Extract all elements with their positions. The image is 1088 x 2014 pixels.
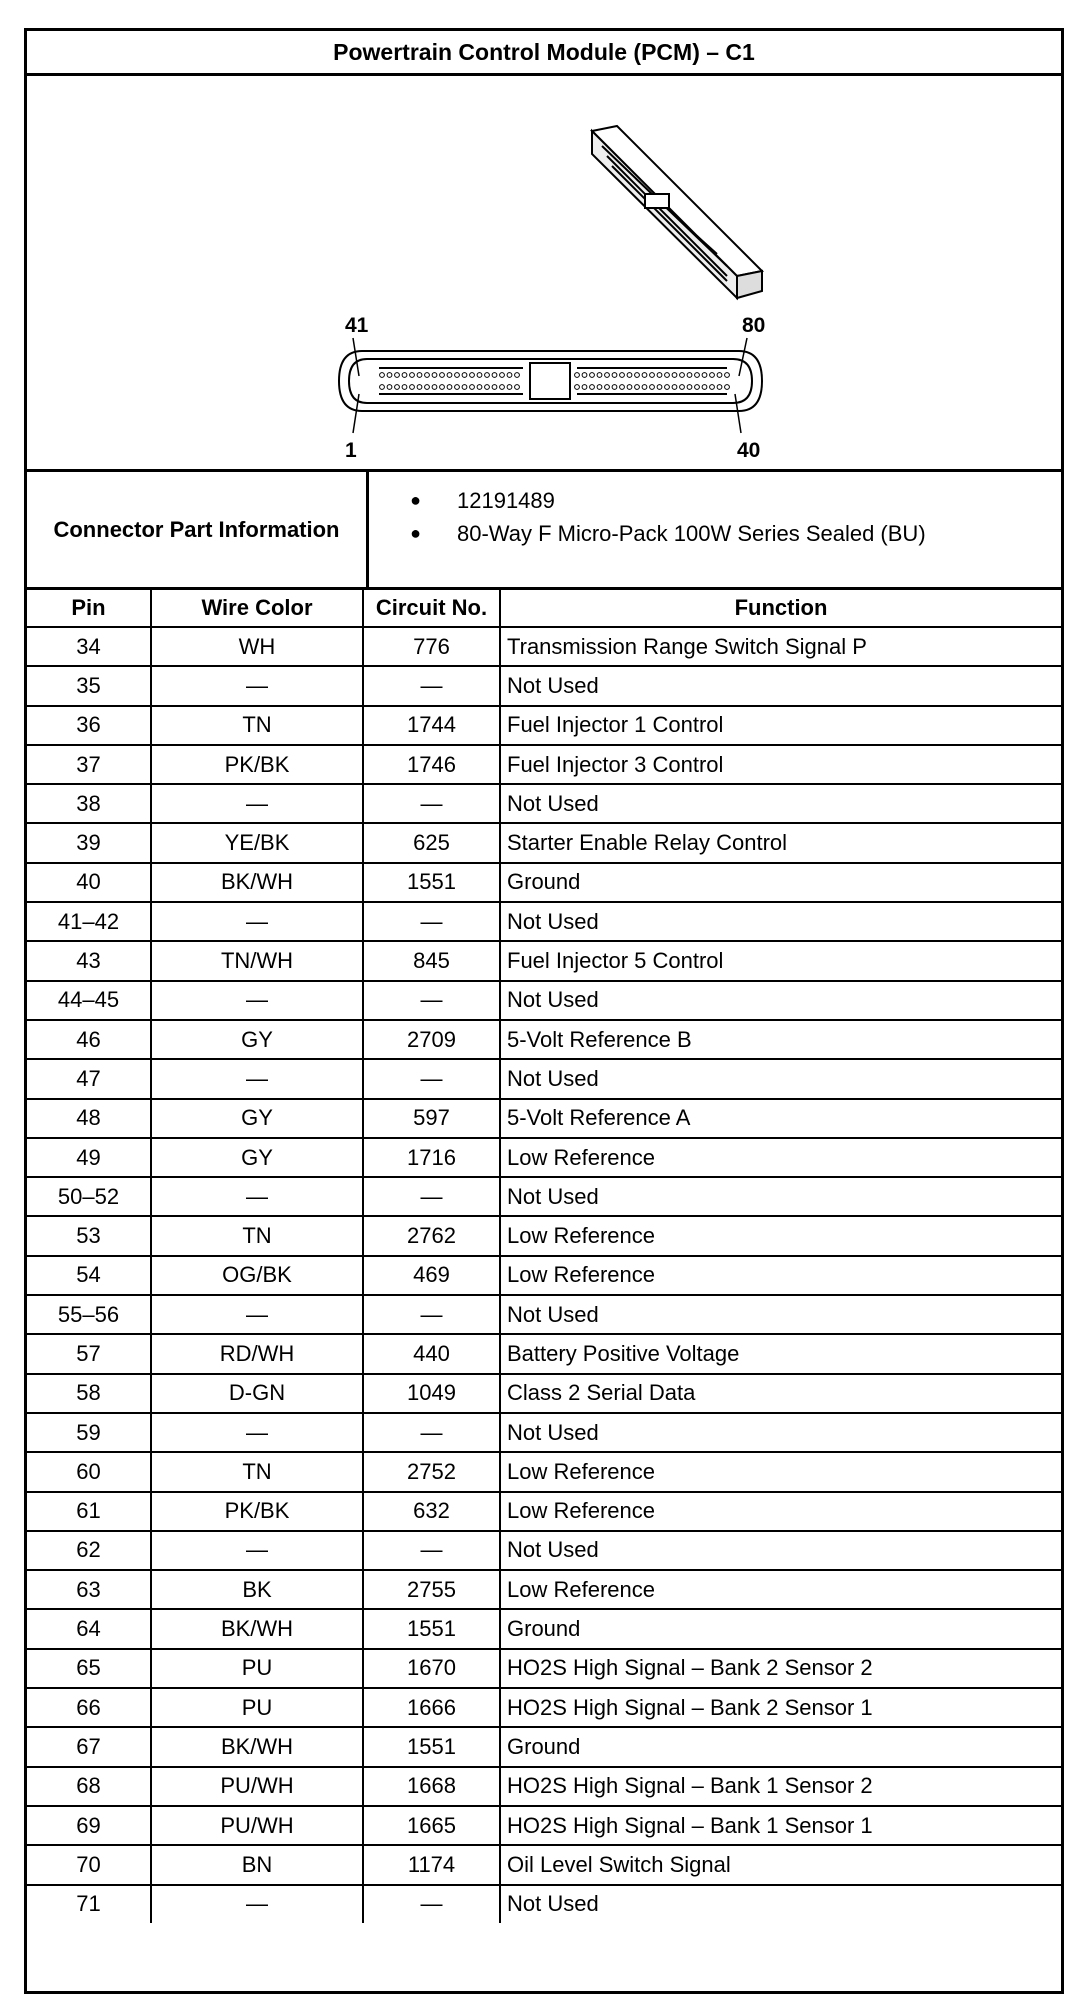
table-row — [27, 823, 1061, 862]
function-cell: Low Reference — [500, 1492, 1061, 1531]
pin-cell: 41–42 — [27, 902, 151, 941]
circuit-cell: 1551 — [363, 1727, 500, 1766]
function-cell: Fuel Injector 3 Control — [500, 745, 1061, 784]
pin-cell: 65 — [27, 1649, 151, 1688]
circuit-cell: 469 — [363, 1256, 500, 1295]
pin-cell: 37 — [27, 745, 151, 784]
table-row — [27, 1138, 1061, 1177]
function-cell: 5-Volt Reference B — [500, 1020, 1061, 1059]
col-header-function: Function — [500, 590, 1061, 627]
function-cell: Not Used — [500, 1295, 1061, 1334]
table-row — [27, 941, 1061, 980]
circuit-cell: 597 — [363, 1099, 500, 1138]
pin-label-40: 40 — [737, 439, 761, 462]
pin-cell: 44–45 — [27, 981, 151, 1020]
circuit-cell: 1666 — [363, 1688, 500, 1727]
pin-cell: 40 — [27, 863, 151, 902]
wire-color-cell: — — [151, 784, 363, 823]
pin-cell: 47 — [27, 1059, 151, 1098]
circuit-cell: 776 — [363, 627, 500, 666]
pin-cell: 59 — [27, 1413, 151, 1452]
function-cell: Low Reference — [500, 1452, 1061, 1491]
connector-sheet — [24, 28, 1064, 1994]
pin-cell: 60 — [27, 1452, 151, 1491]
col-header-wire-color: Wire Color — [151, 590, 363, 627]
connector-info-label: Connector Part Information — [27, 472, 369, 587]
table-row — [27, 863, 1061, 902]
table-row — [27, 1334, 1061, 1373]
table-row — [27, 666, 1061, 705]
wire-color-cell: TN — [151, 706, 363, 745]
function-cell: HO2S High Signal – Bank 1 Sensor 1 — [500, 1806, 1061, 1845]
circuit-cell: 1551 — [363, 1609, 500, 1648]
circuit-cell: — — [363, 784, 500, 823]
function-cell: Ground — [500, 863, 1061, 902]
table-row — [27, 706, 1061, 745]
wire-color-cell: PU/WH — [151, 1806, 363, 1845]
col-header-pin: Pin — [27, 590, 151, 627]
table-row — [27, 1531, 1061, 1570]
wire-color-cell: BK — [151, 1570, 363, 1609]
function-cell: Battery Positive Voltage — [500, 1334, 1061, 1373]
table-row — [27, 745, 1061, 784]
table-row — [27, 902, 1061, 941]
table-row — [27, 1295, 1061, 1334]
pin-cell: 54 — [27, 1256, 151, 1295]
connector-description: 80-Way F Micro-Pack 100W Series Sealed (BU) — [457, 520, 926, 546]
function-cell: Fuel Injector 1 Control — [500, 706, 1061, 745]
circuit-cell: 1551 — [363, 863, 500, 902]
wire-color-cell: GY — [151, 1020, 363, 1059]
bullet-icon: ● — [410, 490, 421, 510]
wire-color-cell: BK/WH — [151, 1727, 363, 1766]
function-cell: Transmission Range Switch Signal P — [500, 627, 1061, 666]
pin-cell: 71 — [27, 1885, 151, 1923]
wire-color-cell: BN — [151, 1845, 363, 1884]
table-row — [27, 1688, 1061, 1727]
circuit-cell: 2709 — [363, 1020, 500, 1059]
wire-color-cell: WH — [151, 627, 363, 666]
function-cell: 5-Volt Reference A — [500, 1099, 1061, 1138]
function-cell: Not Used — [500, 1885, 1061, 1923]
wire-color-cell: GY — [151, 1099, 363, 1138]
pin-cell: 35 — [27, 666, 151, 705]
function-cell: HO2S High Signal – Bank 1 Sensor 2 — [500, 1767, 1061, 1806]
wire-color-cell: TN — [151, 1452, 363, 1491]
wire-color-cell: YE/BK — [151, 823, 363, 862]
pin-cell: 58 — [27, 1374, 151, 1413]
function-cell: Low Reference — [500, 1216, 1061, 1255]
wire-color-cell: — — [151, 1177, 363, 1216]
wire-color-cell: PK/BK — [151, 745, 363, 784]
table-row — [27, 1256, 1061, 1295]
pin-cell: 53 — [27, 1216, 151, 1255]
wire-color-cell: BK/WH — [151, 863, 363, 902]
circuit-cell: 845 — [363, 941, 500, 980]
wire-color-cell: — — [151, 1059, 363, 1098]
pin-cell: 49 — [27, 1138, 151, 1177]
page-title: Powertrain Control Module (PCM) – C1 — [27, 31, 1061, 76]
function-cell: Low Reference — [500, 1570, 1061, 1609]
wire-color-cell: — — [151, 1413, 363, 1452]
table-row — [27, 1649, 1061, 1688]
function-cell: Low Reference — [500, 1138, 1061, 1177]
pin-cell: 66 — [27, 1688, 151, 1727]
circuit-cell: 1049 — [363, 1374, 500, 1413]
function-cell: Oil Level Switch Signal — [500, 1845, 1061, 1884]
circuit-cell: 625 — [363, 823, 500, 862]
pin-cell: 63 — [27, 1570, 151, 1609]
pin-cell: 61 — [27, 1492, 151, 1531]
function-cell: Not Used — [500, 902, 1061, 941]
circuit-cell: 1716 — [363, 1138, 500, 1177]
pin-cell: 50–52 — [27, 1177, 151, 1216]
table-row — [27, 1020, 1061, 1059]
wire-color-cell: D-GN — [151, 1374, 363, 1413]
wire-color-cell: TN — [151, 1216, 363, 1255]
table-row — [27, 1806, 1061, 1845]
table-row — [27, 1570, 1061, 1609]
table-row — [27, 981, 1061, 1020]
circuit-cell: — — [363, 1413, 500, 1452]
table-row — [27, 627, 1061, 666]
function-cell: Not Used — [500, 1177, 1061, 1216]
pin-cell: 69 — [27, 1806, 151, 1845]
function-cell: Ground — [500, 1727, 1061, 1766]
circuit-cell: 1668 — [363, 1767, 500, 1806]
wire-color-cell: PU — [151, 1688, 363, 1727]
wire-color-cell: — — [151, 902, 363, 941]
function-cell: Not Used — [500, 1413, 1061, 1452]
circuit-cell: — — [363, 1295, 500, 1334]
circuit-cell: — — [363, 1177, 500, 1216]
circuit-cell: 2755 — [363, 1570, 500, 1609]
part-number: 12191489 — [457, 487, 555, 513]
pin-cell: 34 — [27, 627, 151, 666]
wire-color-cell: — — [151, 1295, 363, 1334]
circuit-cell: 2762 — [363, 1216, 500, 1255]
function-cell: Starter Enable Relay Control — [500, 823, 1061, 862]
pin-label-1: 1 — [345, 439, 357, 462]
pin-cell: 38 — [27, 784, 151, 823]
table-row — [27, 1885, 1061, 1923]
pin-label-80: 80 — [742, 314, 766, 337]
circuit-cell: 1744 — [363, 706, 500, 745]
table-row — [27, 1727, 1061, 1766]
pin-cell: 67 — [27, 1727, 151, 1766]
function-cell: Not Used — [500, 1059, 1061, 1098]
pin-cell: 39 — [27, 823, 151, 862]
circuit-cell: 1665 — [363, 1806, 500, 1845]
table-row — [27, 1059, 1061, 1098]
table-row — [27, 1845, 1061, 1884]
pin-cell: 70 — [27, 1845, 151, 1884]
table-row — [27, 784, 1061, 823]
connector-figure — [27, 76, 1061, 472]
wire-color-cell: GY — [151, 1138, 363, 1177]
circuit-cell: 1174 — [363, 1845, 500, 1884]
function-cell: Ground — [500, 1609, 1061, 1648]
table-row — [27, 1216, 1061, 1255]
wire-color-cell: — — [151, 1885, 363, 1923]
table-header-row — [27, 590, 1061, 627]
function-cell: Not Used — [500, 981, 1061, 1020]
table-row — [27, 1177, 1061, 1216]
col-header-circuit: Circuit No. — [363, 590, 500, 627]
function-cell: Not Used — [500, 1531, 1061, 1570]
wire-color-cell: BK/WH — [151, 1609, 363, 1648]
pin-table — [27, 590, 1061, 1923]
pin-cell: 64 — [27, 1609, 151, 1648]
pin-cell: 36 — [27, 706, 151, 745]
circuit-cell: 632 — [363, 1492, 500, 1531]
table-row — [27, 1767, 1061, 1806]
list-item — [369, 484, 1061, 517]
wire-color-cell: PU — [151, 1649, 363, 1688]
function-cell: Class 2 Serial Data — [500, 1374, 1061, 1413]
circuit-cell: — — [363, 1531, 500, 1570]
function-cell: Not Used — [500, 784, 1061, 823]
pin-cell: 55–56 — [27, 1295, 151, 1334]
connector-info-list — [369, 472, 1061, 587]
circuit-cell: 1670 — [363, 1649, 500, 1688]
wire-color-cell: — — [151, 1531, 363, 1570]
pin-cell: 62 — [27, 1531, 151, 1570]
circuit-cell: — — [363, 1885, 500, 1923]
function-cell: HO2S High Signal – Bank 2 Sensor 2 — [500, 1649, 1061, 1688]
circuit-cell: — — [363, 666, 500, 705]
function-cell: HO2S High Signal – Bank 2 Sensor 1 — [500, 1688, 1061, 1727]
table-row — [27, 1413, 1061, 1452]
pin-label-41: 41 — [345, 314, 369, 337]
wire-color-cell: — — [151, 981, 363, 1020]
table-row — [27, 1492, 1061, 1531]
function-cell: Low Reference — [500, 1256, 1061, 1295]
wire-color-cell: PU/WH — [151, 1767, 363, 1806]
pin-cell: 46 — [27, 1020, 151, 1059]
table-row — [27, 1099, 1061, 1138]
wire-color-cell: RD/WH — [151, 1334, 363, 1373]
pin-cell: 43 — [27, 941, 151, 980]
pin-cell: 68 — [27, 1767, 151, 1806]
wire-color-cell: TN/WH — [151, 941, 363, 980]
circuit-cell: 2752 — [363, 1452, 500, 1491]
connector-illustration — [27, 76, 1061, 469]
function-cell: Fuel Injector 5 Control — [500, 941, 1061, 980]
bullet-icon: ● — [410, 523, 421, 543]
wire-color-cell: — — [151, 666, 363, 705]
function-cell: Not Used — [500, 666, 1061, 705]
circuit-cell: — — [363, 902, 500, 941]
connector-3d-icon — [592, 126, 762, 298]
table-row — [27, 1609, 1061, 1648]
circuit-cell: 1746 — [363, 745, 500, 784]
connector-face-icon — [339, 351, 762, 411]
circuit-cell: — — [363, 1059, 500, 1098]
wire-color-cell: PK/BK — [151, 1492, 363, 1531]
pin-cell: 48 — [27, 1099, 151, 1138]
circuit-cell: — — [363, 981, 500, 1020]
table-row — [27, 1374, 1061, 1413]
table-row — [27, 1452, 1061, 1491]
pin-cell: 57 — [27, 1334, 151, 1373]
wire-color-cell: OG/BK — [151, 1256, 363, 1295]
circuit-cell: 440 — [363, 1334, 500, 1373]
connector-part-info — [27, 472, 1061, 590]
list-item — [369, 517, 1061, 550]
